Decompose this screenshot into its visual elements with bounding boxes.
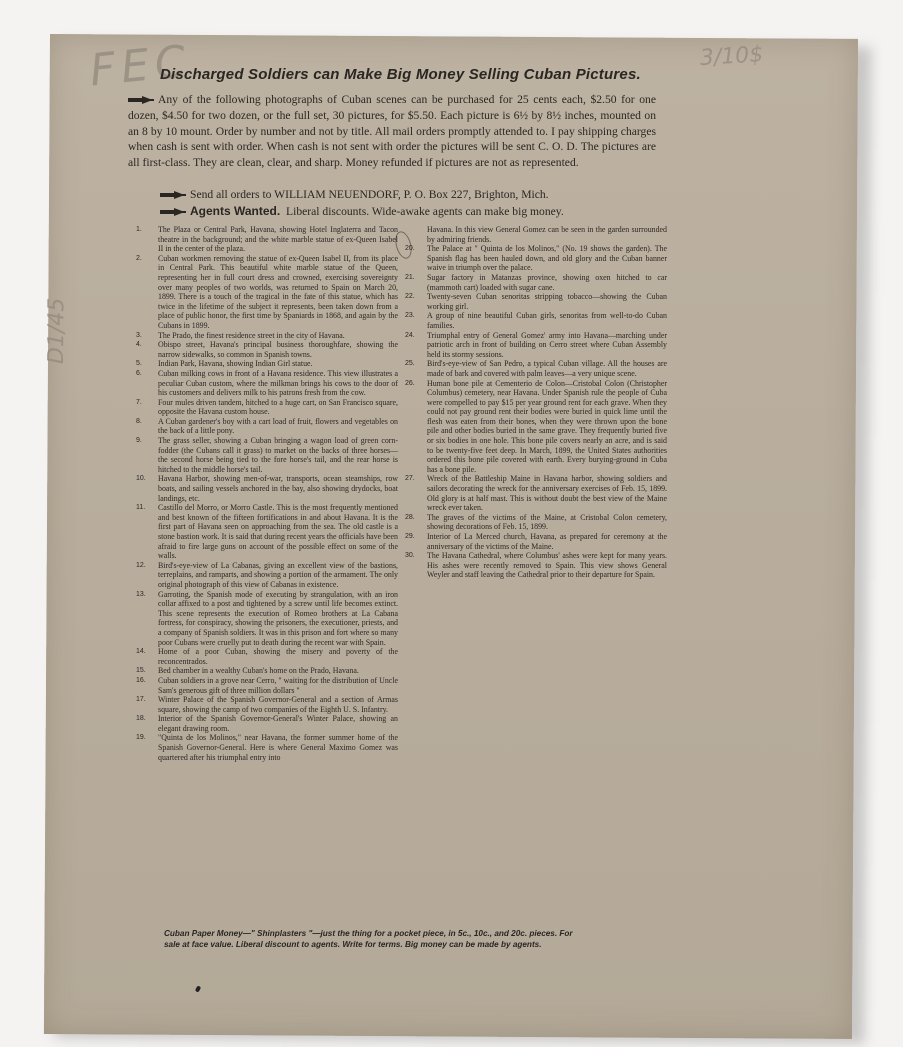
list-item (405, 331, 667, 360)
send-orders-line (160, 188, 660, 201)
item-description: Havana Harbor, showing men-of-war, transports, ocean steamships, row boats, and sailing vessels anchored in the bay, also showing drydocks, boat landings, etc. (158, 474, 398, 503)
agents-wanted-line (160, 204, 660, 218)
item-number: 7. (136, 398, 142, 406)
list-item (405, 244, 667, 273)
list-item (136, 340, 398, 359)
item-number: 28. (405, 513, 415, 521)
list-item (136, 398, 398, 417)
item-description: The Plaza or Central Park, Havana, showing Hotel Inglaterra and Tacon theatre in the background; and the white marble statue of ex-Queen Isabel II in the center of the plaza. (158, 225, 398, 254)
item-number: 3. (136, 331, 142, 339)
item-description: The grass seller, showing a Cuban bringing a wagon load of green corn-fodder (the Cubans call it grass) to market on the backs of three horses—the second horse being tied to the fore horse's tail, and the rear horse is hitched to the middle horse's tail. (158, 436, 398, 474)
item-number: 26. (405, 379, 415, 387)
list-item (136, 733, 398, 762)
item-number: 15. (136, 667, 146, 675)
intro-text: Any of the following photographs of Cuban scenes can be purchased for 25 cents each, $2.50 for one dozen, $4.50 for two dozen, or the full set, 30 pictures, for $5.50. Each picture is 6½ by 8½ inches, mounted on an 8 by 10 mount. Order by number and not by title. All mail orders promptly attended to. I pay shipping charges when cash is sent with order. When cash is not sent with order the pictures will be sent C. O. D. The pictures are all first-class. They are clean, clear, and sharp. Money refunded if pictures are not as represented. (128, 93, 656, 170)
list-item (136, 331, 398, 341)
item-description: Four mules driven tandem, hitched to a huge cart, on San Francisco square, opposite the Havana custom house. (158, 397, 398, 417)
item-description: The Prado, the finest residence street in the city of Havana. (158, 330, 345, 340)
item-description: Interior of La Merced church, Havana, as prepared for ceremony at the anniversary of the victims of the Maine. (427, 532, 667, 551)
item-description: "Quinta de los Molinos," near Havana, the former summer home of the Spanish Governor-General. Here is where General Maximo Gomez was quartered after his triumphal entry into (158, 733, 398, 762)
item-number: 5. (136, 360, 142, 368)
item-description: Bird's-eye-view of San Pedro, a typical Cuban village. All the houses are made of bark and covered with palm leaves—a very unique scene. (427, 359, 667, 378)
pencil-note-price: 3/10$ (699, 42, 765, 72)
intro-paragraph (128, 92, 656, 171)
list-item (136, 359, 398, 369)
list-item (136, 676, 398, 695)
agents-wanted-label: Agents Wanted. (190, 204, 281, 218)
item-number: 4. (136, 341, 142, 349)
list-item (136, 225, 398, 254)
item-description: Winter Palace of the Spanish Governor-General and a section of Armas square, showing the camp of two companies of the Eighth U. S. Infantry. (158, 695, 398, 714)
item-description: The Palace at " Quinta de los Molinos," (No. 19 shows the garden). The Spanish flag has been hauled down, and old glory and the Cuban banner waive in triumph over the palace. (427, 244, 667, 273)
item-number: 21. (405, 273, 415, 281)
list-item (405, 273, 667, 292)
item-number: 30. (405, 552, 415, 560)
paper-money-notice (164, 928, 670, 950)
send-orders-text: Send all orders to WILLIAM NEUENDORF, P. O. Box 227, Brighton, Mich. (190, 188, 549, 201)
item-description: Cuban soldiers in a grove near Cerro, " waiting for the distribution of Uncle Sam's generous gift of three million dollars " (158, 675, 398, 695)
headline: Discharged Soldiers can Make Big Money Selling Cuban Pictures. (160, 66, 641, 83)
item-number: 16. (136, 676, 146, 684)
item-description: Garroting, the Spanish mode of executing by strangulation, with an iron collar affixed to a post and tightened by a screw until life becomes extinct. This scene represents the execution of Romeo brothers at La Cabana fortress, for conspiracy, showing the prisoners, the executioner, priests, and a company of Spanish soldiers. It was in this prison and fort where so many poor Cubans were cruelly put to death during the recent war with Spain. (158, 589, 398, 647)
item-number: 8. (136, 417, 142, 425)
list-item (136, 436, 398, 474)
item-description: Cuban milking cows in front of a Havana residence. This view illustrates a peculiar Cuban custom, where the milkman brings his cows to the door of his customers and delivers milk to his patrons fresh from the cow. (158, 368, 398, 398)
item-number: 20. (405, 245, 415, 253)
pointing-hand-icon (160, 191, 186, 199)
item-description: Interior of the Spanish Governor-General's Winter Palace, showing an elegant drawing room. (158, 714, 398, 733)
list-item (405, 513, 667, 532)
pencil-note-top: FEC (87, 35, 194, 97)
item-description: The graves of the victims of the Maine, at Cristobal Colon cemetery, showing decorations of Feb. 15, 1899. (427, 512, 667, 532)
item-description: Obispo street, Havana's principal business thoroughfare, showing the narrow sidewalks, so common in Spanish towns. (158, 340, 398, 359)
item-description: A group of nine beautiful Cuban girls, senoritas from well-to-do Cuban families. (427, 311, 667, 330)
list-item (136, 647, 398, 666)
picture-list-left (136, 225, 398, 762)
list-item (405, 379, 667, 475)
list-item (136, 561, 398, 590)
item-number: 17. (136, 696, 146, 704)
list-item (136, 666, 398, 676)
item-number: 25. (405, 360, 415, 368)
item-number: 19. (136, 734, 146, 742)
list-item (405, 474, 667, 512)
item-number: 24. (405, 331, 415, 339)
item-description: Sugar factory in Matanzas province, showing oxen hitched to car (mammoth cart) loaded with sugar cane. (427, 272, 667, 292)
list-item (136, 714, 398, 733)
item-description: Cuban workmen removing the statue of ex-Queen Isabel II, from its place in Central Park. This beautiful white marble statue of the Queen, representing her in full court dress and crowned, exercising sovereignty over many peoples of two worlds, was returned to Spain on March 20, 1899. There is a touch of the tragical in the fate of this statue, which has twice in the lifetime of the subject it represents, been taken down from a place of public honor, the first time by Spaniards in 1868, and again by the Cubans in 1899. (158, 253, 398, 330)
item-description: The Havana Cathedral, where Columbus' ashes were kept for many years. His ashes were recently removed to Spain. This view shows General Weyler and staff leaving the Cathedral prior to their departure for Spain. (427, 551, 667, 580)
list-item (405, 292, 667, 311)
list-continuation: Havana. In this view General Gomez can be seen in the garden surrounded by admiring friends. (427, 225, 667, 244)
list-item (136, 503, 398, 561)
item-number: 6. (136, 369, 142, 377)
item-description: Home of a poor Cuban, showing the misery and poverty of the reconcentrados. (158, 647, 398, 666)
item-number: 13. (136, 590, 146, 598)
paper-money-line-1: Cuban Paper Money—" Shinplasters "—just the thing for a pocket piece, in 5c., 10c., and 20c. pieces. For (164, 929, 573, 938)
list-item (405, 532, 667, 551)
item-number: 9. (136, 437, 142, 445)
list-item (405, 551, 667, 580)
list-item (405, 359, 667, 378)
item-number: 1. (136, 226, 142, 233)
item-number: 22. (405, 293, 415, 301)
paper-money-line-2: sale at face value. Liberal discount to agents. Write for terms. Big money can be made by agents. (164, 940, 542, 949)
item-description: A Cuban gardener's boy with a cart load of fruit, flowers and vegetables on the back of a little pony. (158, 416, 398, 436)
item-description: Indian Park, Havana, showing Indian Girl statue. (158, 359, 313, 369)
list-item (136, 590, 398, 648)
item-number: 23. (405, 312, 415, 320)
item-description: Twenty-seven Cuban senoritas stripping tobacco—showing the Cuban working girl. (427, 292, 667, 311)
item-number: 11. (136, 504, 146, 512)
item-description: Human bone pile at Cementerio de Colon—Cristobal Colon (Christopher Columbus) cemetery, near Havana. Under Spanish rule the people of Cuba were compelled to pay $15 per year ground rent for each grave. When they could not pay ground rent their bodies were buried in quick lime until the flesh was eaten from their bones, when they were thrown upon the bone pile and other bodies buried in the same grave. They frequently buried five or six bodies in one hole. This bone pile covers nearly an acre, and is said to be twenty-five feet deep. In March, 1899, the United States authorities ordered this bone pile covered with earth. Every burying-ground in Cuba has a bone pile. (427, 378, 667, 474)
item-number: 27. (405, 475, 415, 483)
pointing-hand-icon (160, 208, 186, 216)
item-number: 2. (136, 254, 142, 262)
picture-list-right (405, 225, 667, 580)
item-description: Bed chamber in a wealthy Cuban's home on the Prado, Havana. (158, 666, 359, 676)
item-number: 10. (136, 475, 146, 483)
item-number: 18. (136, 715, 146, 723)
list-item (136, 695, 398, 714)
list-item (136, 254, 398, 331)
list-item (136, 474, 398, 503)
item-description: Castillo del Morro, or Morro Castle. This is the most frequently mentioned and best known of the fifteen fortifications in and about Havana. It is the first part of Havana seen on approaching from the sea. The old castle is a stone bastion work. It is said that during recent years the officials have been afraid to fire large guns on account of the possible effect on some of the walls. (158, 503, 398, 561)
item-number: 29. (405, 533, 415, 540)
list-item (136, 417, 398, 436)
item-number: 14. (136, 648, 146, 656)
item-description: Bird's-eye-view of La Cabanas, giving an excellent view of the bastions, terreplains, and ramparts, and showing a portion of the armament. The only original photograph of this view of Cabanas in existence. (158, 560, 398, 589)
item-description: Triumphal entry of General Gomez' army into Havana—marching under patriotic arch in front of building on Cerro street where Cuban Assembly held its stormy sessions. (427, 330, 667, 359)
agents-wanted-text: Liberal discounts. Wide-awake agents can make big money. (286, 205, 564, 218)
list-item (136, 369, 398, 398)
pointing-hand-icon (128, 96, 154, 104)
item-number: 12. (136, 561, 146, 569)
item-description: Wreck of the Battleship Maine in Havana harbor, showing soldiers and sailors decorating the wreck for the anniversary exercises of Feb. 15, 1899. Old glory is at half mast. This is without doubt the best view of the Maine wreck ever taken. (427, 474, 667, 513)
pencil-note-side: D1/45 (43, 297, 70, 365)
list-item (405, 311, 667, 330)
